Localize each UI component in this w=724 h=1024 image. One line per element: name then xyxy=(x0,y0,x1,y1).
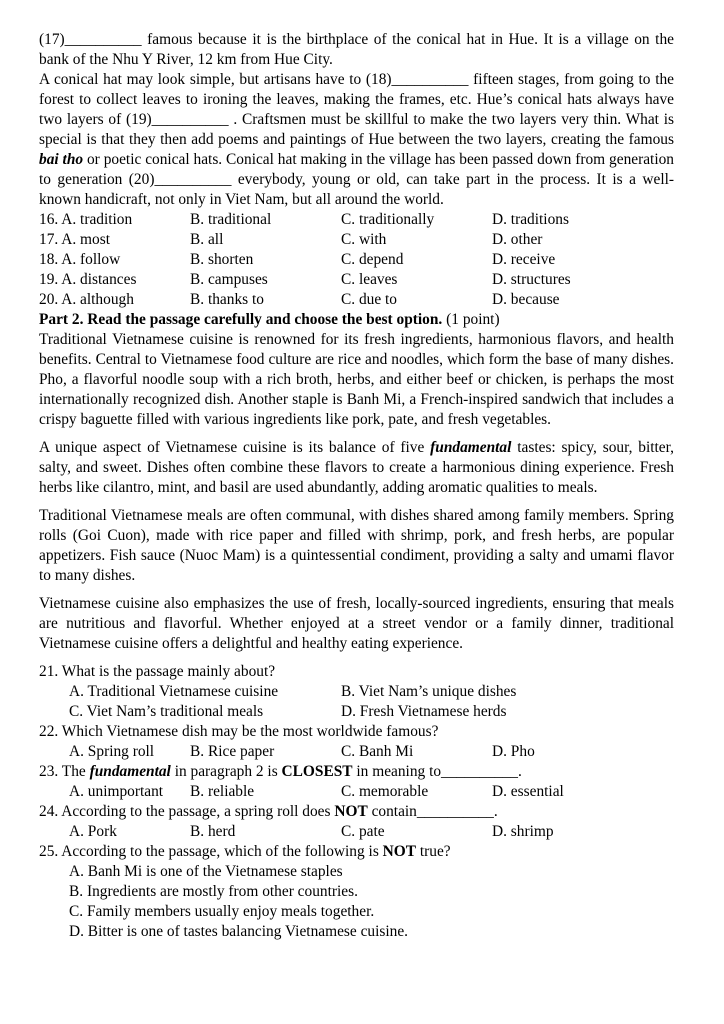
option-d: D. structures xyxy=(492,271,571,288)
option-b: B. campuses xyxy=(190,271,268,288)
question-24-options xyxy=(39,822,674,842)
part2-p2-text-cont: tastes: spicy, sour, bitter, salty, and sweet. Dishes often combine these flavors to create a harmonious dining experience. Fresh herbs like cilantro, mint, and basil are used abundantly, adding aromatic qualities to meals. xyxy=(39,439,674,496)
option-a: A. Spring roll xyxy=(69,743,155,760)
q25-not: NOT xyxy=(382,843,417,860)
q23-term: fundamental xyxy=(89,763,171,780)
part2-title: Part 2. Read the passage carefully and choose the best option. xyxy=(39,311,443,328)
option-c: C. memorable xyxy=(341,783,429,800)
passage1-paragraph1: (17)__________ famous because it is the birthplace of the conical hat in Hue. It is a village on the bank of the Nhu Y River, 12 km from Hue City. xyxy=(39,31,674,68)
option-b: B. traditional xyxy=(190,211,272,228)
option-a: A. Pork xyxy=(69,823,117,840)
option-a: 16. A. tradition xyxy=(39,211,133,228)
option-c: C. Banh Mi xyxy=(341,743,414,760)
option-a: 17. A. most xyxy=(39,231,110,248)
option-b: B. Ingredients are mostly from other countries. xyxy=(69,883,358,900)
part2-paragraph3: Traditional Vietnamese meals are often communal, with dishes shared among family members. Spring rolls (Goi Cuon), made with rice paper and filled with shrimp, pork, and fresh herbs, are popular appetizers. Fish sauce (Nuoc Mam) is a quintessential condiment, providing a salty and umami flavor to many dishes. xyxy=(39,507,674,584)
question-17-options xyxy=(39,230,674,250)
question-18-options xyxy=(39,250,674,270)
option-b: B. Rice paper xyxy=(190,743,275,760)
question-21-options-row1 xyxy=(39,682,674,702)
option-b: B. reliable xyxy=(190,783,255,800)
q24-not: NOT xyxy=(334,803,368,820)
question-23-options xyxy=(39,782,674,802)
option-d: D. Fresh Vietnamese herds xyxy=(341,703,507,720)
question-22-options xyxy=(39,742,674,762)
option-c: C. traditionally xyxy=(341,211,435,228)
option-d: D. other xyxy=(492,231,543,248)
option-c: C. leaves xyxy=(341,271,398,288)
q23-text-end: in meaning to__________. xyxy=(352,763,522,780)
option-d: D. receive xyxy=(492,251,556,268)
part2-heading xyxy=(39,310,674,330)
option-a: A. unimportant xyxy=(69,783,164,800)
part2-p2-text: A unique aspect of Vietnamese cuisine is its balance of five xyxy=(39,439,431,456)
passage1-text-cont: or poetic conical hats. Conical hat making in the village has been passed down from generation to generation (20)__________ everybody, young or old, can take part in the process. It is a well-known handicraft, not only in Viet Nam, but all around the world. xyxy=(39,151,674,208)
fundamental-term: fundamental xyxy=(430,439,512,456)
option-b: B. thanks to xyxy=(190,291,264,308)
option-d: D. Bitter is one of tastes balancing Vietnamese cuisine. xyxy=(69,923,409,940)
question-21-options-row2 xyxy=(39,702,674,722)
question-23 xyxy=(39,762,674,782)
option-c: C. with xyxy=(341,231,387,248)
question-22: 22. Which Vietnamese dish may be the most worldwide famous? xyxy=(39,723,439,740)
option-d: D. essential xyxy=(492,783,564,800)
option-b: B. herd xyxy=(190,823,236,840)
option-a: 18. A. follow xyxy=(39,251,121,268)
q25-text: 25. According to the passage, which of the following is xyxy=(39,843,383,860)
q23-closest: CLOSEST xyxy=(281,763,353,780)
option-c: C. depend xyxy=(341,251,404,268)
q24-text: 24. According to the passage, a spring roll does xyxy=(39,803,335,820)
option-b: B. Viet Nam’s unique dishes xyxy=(341,683,517,700)
option-c: C. due to xyxy=(341,291,398,308)
q24-text-end: contain__________. xyxy=(367,803,498,820)
part2-paragraph2 xyxy=(39,438,674,498)
question-25 xyxy=(39,842,674,862)
question-19-options xyxy=(39,270,674,290)
part2-paragraph1: Traditional Vietnamese cuisine is renowned for its fresh ingredients, harmonious flavors, and health benefits. Central to Vietnamese food culture are rice and noodles, which form the base of many dishes. Pho, a flavorful noodle soup with a rich broth, herbs, and either beef or chicken, is perhaps the most internationally recognized dish. Another staple is Banh Mi, a French-inspired sandwich that includes a crispy baguette filled with various ingredients like pork, pate, and fresh vegetables. xyxy=(39,331,674,428)
option-a: A. Traditional Vietnamese cuisine xyxy=(69,683,279,700)
passage1-text: A conical hat may look simple, but artisans have to (18)__________ fifteen stages, from going to the forest to collect leaves to ironing the leaves, making the frames, etc. Hue’s conical hats always have two layers of (19)__________ . Craftsmen must be skillful to make the two layers very thin. What is special is that they then add poems and paintings of Hue between the two layers, creating the famous xyxy=(39,71,674,148)
q23-text-cont: in paragraph 2 is xyxy=(170,763,282,780)
option-d: D. shrimp xyxy=(492,823,554,840)
question-20-options xyxy=(39,290,674,310)
option-a: 20. A. although xyxy=(39,291,134,308)
options-block-1 xyxy=(39,210,674,310)
option-c: C. Family members usually enjoy meals together. xyxy=(69,903,375,920)
option-b: B. shorten xyxy=(190,251,254,268)
option-d: D. because xyxy=(492,291,560,308)
option-c: C. Viet Nam’s traditional meals xyxy=(69,703,264,720)
option-c: C. pate xyxy=(341,823,385,840)
questions-block xyxy=(39,662,674,942)
option-d: D. Pho xyxy=(492,743,535,760)
option-a: A. Banh Mi is one of the Vietnamese staples xyxy=(69,863,343,880)
option-b: B. all xyxy=(190,231,224,248)
option-a: 19. A. distances xyxy=(39,271,137,288)
question-24 xyxy=(39,802,674,822)
option-d: D. traditions xyxy=(492,211,569,228)
q23-text: 23. The xyxy=(39,763,90,780)
q25-text-end: true? xyxy=(416,843,451,860)
passage1-paragraph2 xyxy=(39,70,674,210)
question-21: 21. What is the passage mainly about? xyxy=(39,663,276,680)
part2-paragraph4: Vietnamese cuisine also emphasizes the use of fresh, locally-sourced ingredients, ensuring that meals are nutritious and flavorful. Whether enjoyed at a street vendor or a family dinner, traditional Vietnamese cuisine offers a delightful and healthy eating experience. xyxy=(39,595,674,652)
question-16-options xyxy=(39,210,674,230)
part2-points: (1 point) xyxy=(442,311,500,328)
bai-tho-term: bai tho xyxy=(39,151,84,168)
